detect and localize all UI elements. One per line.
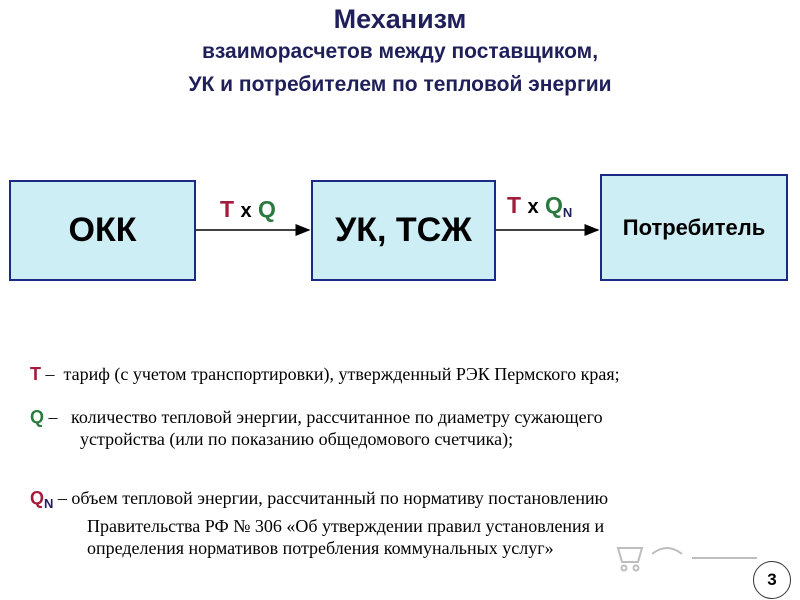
title-line-2: взаиморасчетов между поставщиком, — [201, 40, 599, 63]
formula-t: Т — [220, 196, 235, 222]
definition-t — [30, 363, 620, 385]
box-consumer: Потребитель — [600, 174, 788, 281]
formula-x: х — [527, 196, 539, 218]
dash: – — [57, 488, 67, 508]
definition-t-text: тариф (с учетом транспортировки), утвержденный РЭК Пермского края; — [63, 364, 620, 384]
formula-q: Q — [544, 192, 563, 218]
box-okk: ОКК — [9, 180, 196, 281]
definition-qn-line-3: определения нормативов потребления коммунальных услуг» — [87, 538, 554, 558]
dash: – — [48, 407, 58, 427]
formula-t: Т — [507, 192, 522, 218]
formula-sub-n: N — [562, 205, 573, 220]
formula-x: х — [240, 200, 252, 222]
formula-t-x-qn — [507, 192, 572, 220]
definition-qn — [30, 487, 608, 559]
symbol-q: Q — [30, 407, 45, 427]
watermark-icon — [612, 538, 762, 574]
dash: – — [45, 364, 55, 384]
definition-qn-line-1: объем тепловой энергии, рассчитанный по нормативу постановлению — [71, 488, 609, 508]
title-line-3: УК и потребителем по тепловой энергии — [188, 73, 612, 96]
symbol-sub-n: N — [44, 496, 54, 511]
definition-qn-line-2: Правительства РФ № 306 «Об утверждении правил установления и — [87, 516, 605, 536]
formula-q: Q — [257, 196, 276, 222]
page-number-badge: 3 — [753, 561, 791, 599]
formula-t-x-q — [220, 196, 276, 223]
box-uk-tszh: УК, ТСЖ — [311, 180, 496, 281]
title-main: Механизм — [333, 4, 467, 34]
definition-q-line-1: количество тепловой энергии, рассчитанное по диаметру сужающего — [71, 407, 603, 427]
definition-q — [30, 406, 603, 450]
symbol-t: Т — [30, 364, 41, 384]
symbol-q: Q — [30, 488, 45, 508]
definition-q-line-2: устройства (или по показанию общедомового счетчика); — [80, 429, 514, 449]
